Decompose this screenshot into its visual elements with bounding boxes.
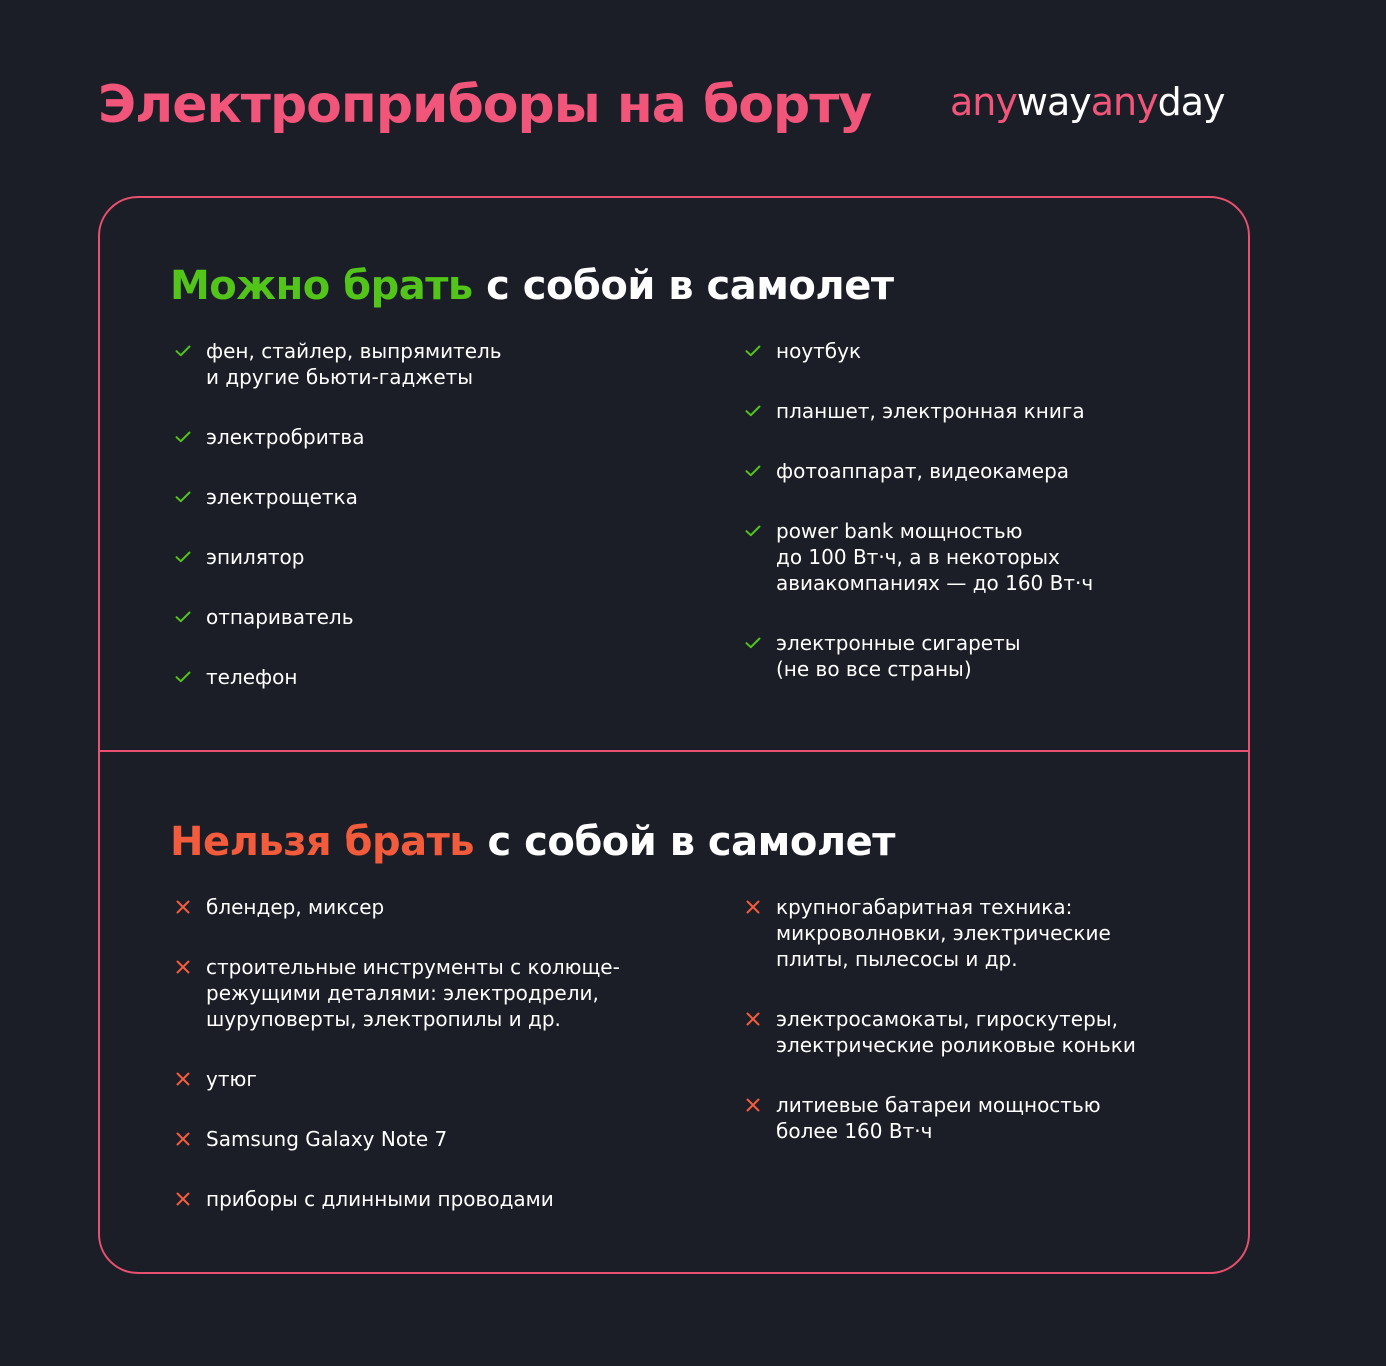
forbidden-item [172, 1126, 692, 1152]
cross-icon [742, 1092, 764, 1118]
check-icon [172, 484, 194, 510]
cross-icon [172, 1186, 194, 1212]
check-icon [172, 338, 194, 364]
cross-icon [172, 1126, 194, 1152]
allowed-heading-accent: Можно брать [170, 263, 473, 309]
logo-part: any [950, 80, 1017, 124]
check-icon [742, 518, 764, 544]
allowed-item-label: ноутбук [776, 339, 862, 363]
allowed-item [742, 630, 1212, 682]
check-icon [172, 604, 194, 630]
page-title: Электроприборы на борту [98, 75, 872, 135]
logo-part: any [1090, 80, 1158, 124]
allowed-item-label: электронные сигареты (не во все страны) [776, 631, 1021, 681]
forbidden-heading-rest: с собой в самолет [474, 819, 895, 865]
forbidden-item-label: утюг [206, 1067, 257, 1091]
allowed-item [172, 604, 672, 630]
allowed-item-label: телефон [206, 665, 298, 689]
forbidden-item-label: Samsung Galaxy Note 7 [206, 1127, 448, 1151]
allowed-item [742, 518, 1212, 596]
forbidden-heading [170, 814, 895, 870]
allowed-item-label: фен, стайлер, выпрямитель и другие бьюти-гаджеты [206, 339, 502, 389]
cross-icon [172, 894, 194, 920]
allowed-item-label: электробритва [206, 425, 365, 449]
forbidden-item [172, 1066, 692, 1092]
forbidden-item-label: блендер, миксер [206, 895, 385, 919]
forbidden-item-label: строительные инструменты с колюще- режущими деталями: электродрели, шуруповерты, электропилы и др. [206, 955, 620, 1031]
logo-part: way [1016, 80, 1091, 124]
forbidden-item [742, 1006, 1222, 1058]
brand-logo [950, 76, 1224, 128]
allowed-item [172, 424, 672, 450]
allowed-item-label: отпариватель [206, 605, 354, 629]
allowed-item [742, 398, 1212, 424]
forbidden-item-label: литиевые батареи мощностью более 160 Вт·ч [776, 1093, 1101, 1143]
check-icon [742, 458, 764, 484]
allowed-item-label: электрощетка [206, 485, 358, 509]
check-icon [742, 338, 764, 364]
allowed-item [172, 338, 672, 390]
check-icon [172, 424, 194, 450]
check-icon [172, 544, 194, 570]
forbidden-item [742, 1092, 1222, 1144]
check-icon [742, 630, 764, 656]
allowed-item [172, 484, 672, 510]
forbidden-item [742, 894, 1222, 972]
allowed-item-label: фотоаппарат, видеокамера [776, 459, 1070, 483]
forbidden-item [172, 1186, 692, 1212]
allowed-heading-rest: с собой в самолет [472, 263, 894, 309]
allowed-item [172, 664, 672, 690]
forbidden-item-label: приборы с длинными проводами [206, 1187, 554, 1211]
forbidden-item [172, 954, 692, 1032]
check-icon [172, 664, 194, 690]
forbidden-item [172, 894, 692, 920]
allowed-item-label: эпилятор [206, 545, 305, 569]
cross-icon [172, 954, 194, 980]
allowed-item [742, 458, 1212, 484]
allowed-list-left [172, 338, 672, 724]
forbidden-item-label: крупногабаритная техника: микроволновки, электрические плиты, пылесосы и др. [776, 895, 1111, 971]
section-divider [98, 750, 1250, 752]
cross-icon [742, 894, 764, 920]
allowed-heading [170, 258, 894, 314]
forbidden-list-right [742, 894, 1222, 1178]
allowed-list-right [742, 338, 1212, 716]
allowed-item-label: планшет, электронная книга [776, 399, 1085, 423]
forbidden-list-left [172, 894, 692, 1246]
allowed-item [172, 544, 672, 570]
check-icon [742, 398, 764, 424]
forbidden-heading-accent: Нельзя брать [170, 819, 475, 865]
cross-icon [172, 1066, 194, 1092]
logo-part: day [1157, 80, 1225, 124]
allowed-item [742, 338, 1212, 364]
forbidden-item-label: электросамокаты, гироскутеры, электрические роликовые коньки [776, 1007, 1136, 1057]
allowed-item-label: power bank мощностью до 100 Вт·ч, а в некоторых авиакомпаниях — до 160 Вт·ч [776, 519, 1094, 595]
cross-icon [742, 1006, 764, 1032]
